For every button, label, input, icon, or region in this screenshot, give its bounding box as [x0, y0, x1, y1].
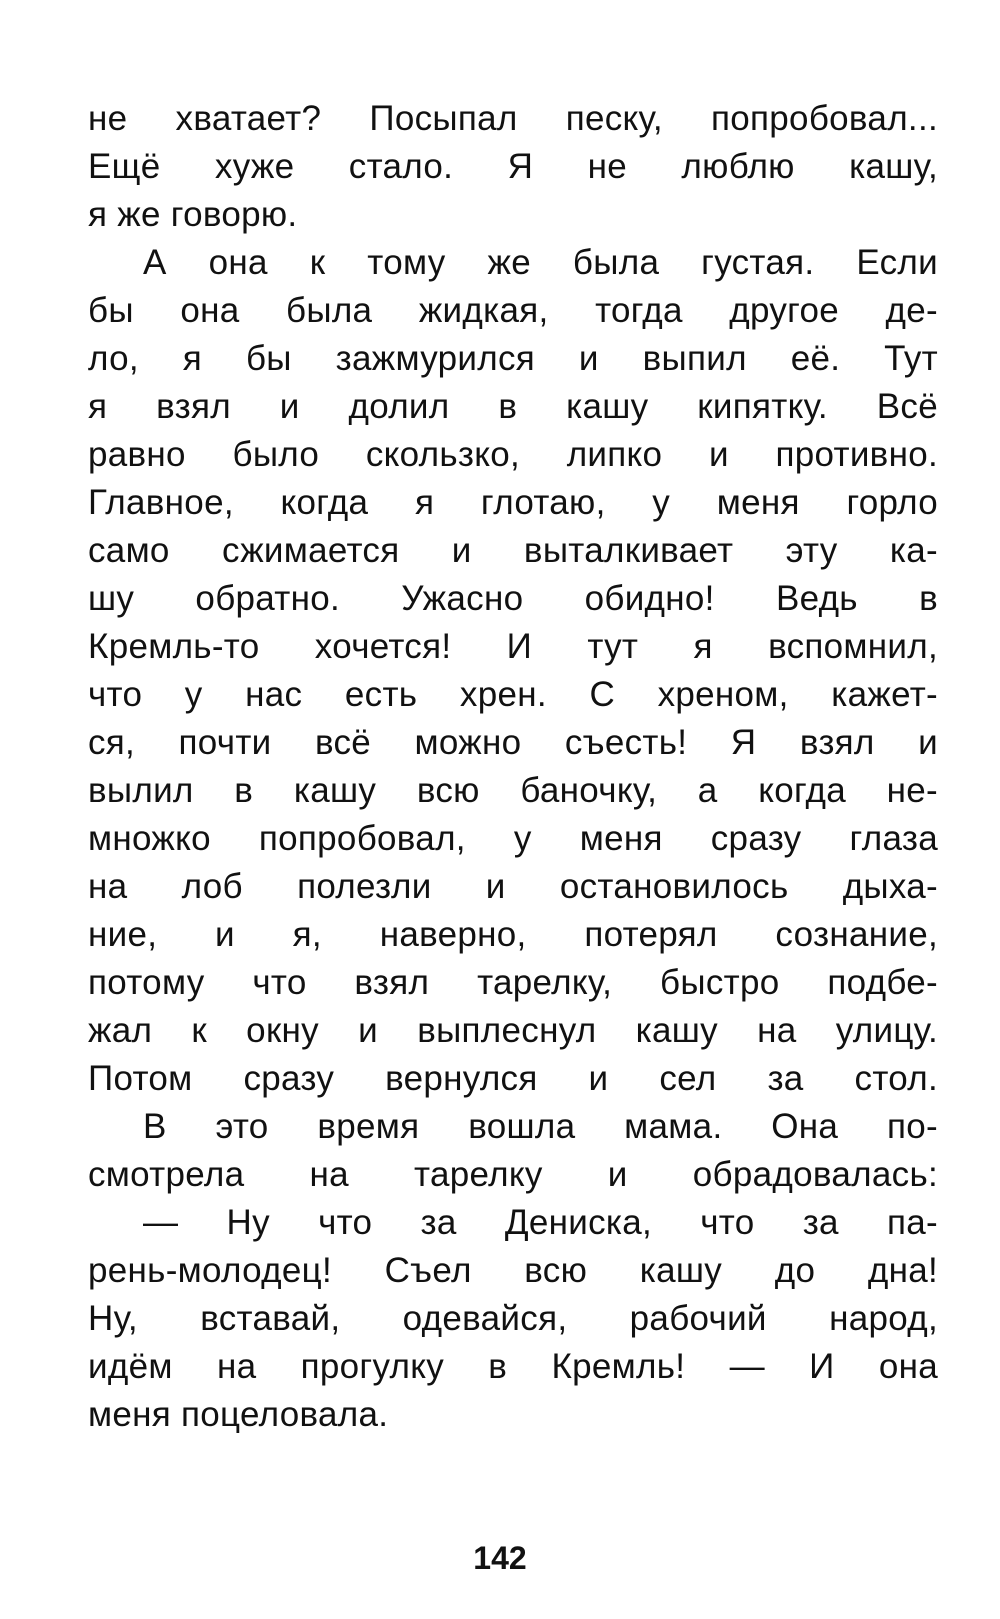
text-line: вылил в кашу всю баночку, а когда не- — [88, 771, 938, 810]
text-line: множко попробовал, у меня сразу глаза — [88, 819, 938, 858]
page-number: 142 — [473, 1540, 527, 1576]
text-line: Потом сразу вернулся и сел за стол. — [88, 1059, 938, 1098]
text-line: я взял и долил в кашу кипятку. Всё — [88, 387, 938, 426]
text-line: А она к тому же была густая. Если — [143, 243, 938, 282]
text-line: рень-молодец! Съел всю кашу до дна! — [88, 1251, 938, 1290]
text-line: шу обратно. Ужасно обидно! Ведь в — [88, 579, 938, 618]
text-line: смотрела на тарелку и обрадовалась: — [88, 1155, 938, 1194]
text-line: Главное, когда я глотаю, у меня горло — [88, 483, 938, 522]
text-line: Кремль-то хочется! И тут я вспомнил, — [88, 627, 938, 666]
text-line: ло, я бы зажмурился и выпил её. Тут — [88, 339, 938, 378]
text-line: Ещё хуже стало. Я не люблю кашу, — [88, 147, 938, 186]
text-line: ние, и я, наверно, потерял сознание, — [88, 915, 938, 954]
text-line: меня поцеловала. — [88, 1395, 389, 1434]
text-line: я же говорю. — [88, 195, 298, 234]
text-line: Ну, вставай, одевайся, рабочий народ, — [88, 1299, 938, 1338]
text-line: равно было скользко, липко и противно. — [88, 435, 938, 474]
text-line: бы она была жидкая, тогда другое де- — [88, 291, 938, 330]
text-line: В это время вошла мама. Она по- — [143, 1107, 938, 1146]
text-line: что у нас есть хрен. С хреном, кажет- — [88, 675, 938, 714]
text-line: жал к окну и выплеснул кашу на улицу. — [88, 1011, 938, 1050]
text-line: не хватает? Посыпал песку, попробовал... — [88, 99, 938, 138]
text-line: — Ну что за Дениска, что за па- — [143, 1203, 938, 1242]
text-line: само сжимается и выталкивает эту ка- — [88, 531, 938, 570]
text-line: потому что взял тарелку, быстро подбе- — [88, 963, 938, 1002]
text-line: ся, почти всё можно съесть! Я взял и — [88, 723, 938, 762]
text-line: на лоб полезли и остановилось дыха- — [88, 867, 938, 906]
body-text — [88, 95, 938, 1439]
text-line: идём на прогулку в Кремль! — И она — [88, 1347, 938, 1386]
